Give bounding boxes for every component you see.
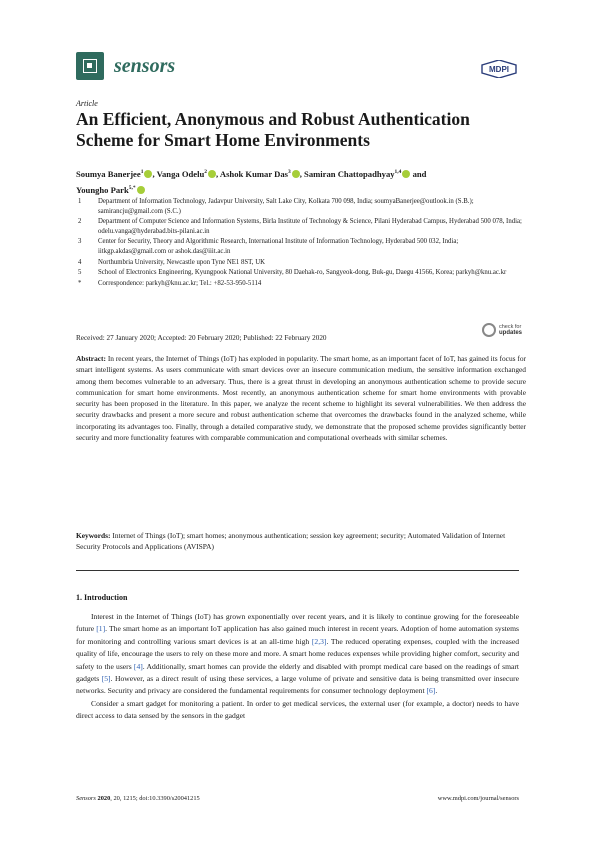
author-name[interactable]: Vanga Odelu — [156, 168, 205, 179]
section-heading: 1. Introduction — [76, 593, 128, 602]
footer-url[interactable]: www.mdpi.com/journal/sensors — [437, 795, 519, 802]
abstract-label: Abstract: — [76, 354, 106, 363]
svg-text:MDPI: MDPI — [489, 65, 509, 74]
journal-name: sensors — [114, 55, 176, 77]
affiliation-item: 1 Department of Information Technology, Jadavpur University, Salt Lake City, Kolkata 700 098, India; soumyaBanerjee@outlook.in (S.B.); samirancju@gmail.com (S.C.) — [78, 198, 474, 215]
keywords — [76, 530, 526, 553]
citation-link[interactable]: [4] — [133, 661, 143, 671]
orcid-icon[interactable] — [402, 170, 410, 178]
publication-dates: Received: 27 January 2020; Accepted: 20 February 2020; Published: 22 February 2020 — [76, 334, 327, 342]
check-updates-icon — [482, 323, 496, 337]
author-list: Soumya Banerjee$^1$ , Vanga Odelu$^2$ , Ashok Kumar Das$^3$ , Samiran Chattopadhyay$^{1,4}$ and Youngho Park$^{5,*}$ — [76, 168, 427, 195]
sensors-logo-icon — [76, 52, 104, 80]
author-name[interactable]: Youngho Park — [76, 184, 129, 195]
check-for-updates-button[interactable]: check for updates — [482, 322, 522, 342]
orcid-icon[interactable] — [292, 170, 300, 178]
affiliations — [78, 197, 528, 289]
correspondence: * Correspondence: parkyh@knu.ac.kr; Tel.: +82-53-950-5114 — [78, 279, 262, 287]
affiliation-item: 2 Department of Computer Science and Information Systems, Birla Institute of Technology & Science, Pilani Hyderabad Campus, Hyderabad 500 078, India; odelu.vanga@hyderabad.bits-pilani.ac.in — [78, 218, 522, 235]
author-name[interactable]: Soumya Banerjee — [76, 168, 141, 179]
abstract-text: In recent years, the Internet of Things (IoT) has exploded in popularity. The smart home, as an important facet of IoT, has gained its focus for smart intelligent systems. As users communicate with smart devices over an insecure communication medium, the sensitive information exchanged among them becomes vulnerable to an adversary. Thus, there is a great thrust in developing an anonymous authentication scheme to provide secure communication for smart home environments. Most recently, an anonymous authentication scheme for smart home environments with provable security has been proposed in the literature. In this paper, we analyze the recent scheme to highlight its several vulnerabilities. We then address the security drawbacks and present a more secure and robust authentication scheme that overcomes the drawbacks found in the analyzed scheme, while incorporating its advantages too. Finally, through a detailed comparative study, we demonstrate that the proposed scheme provides significantly better security and more functionality features with comparable communication and computational overheads with similar schemes. — [76, 354, 526, 443]
citation-link[interactable]: [6] — [426, 686, 436, 696]
citation-link[interactable]: [1] — [96, 624, 106, 634]
author-name[interactable]: Ashok Kumar Das — [219, 168, 288, 179]
mdpi-logo-icon — [480, 60, 518, 78]
affiliation-item: 3 Center for Security, Theory and Algorithmic Research, International Institute of Information Technology, Hyderabad 500 032, India; iitkgp.akdas@gmail.com or ashok.das@iiit.ac.in — [78, 238, 459, 255]
paragraph: Consider a smart gadget for monitoring a patient. In order to get medical services, the external user (for example, a doctor) needs to have direct access to data sensed by the sensors in the gadget — [76, 698, 519, 721]
orcid-icon[interactable] — [144, 170, 152, 178]
affiliation-item: 4 Northumbria University, Newcastle upon Tyne NE1 8ST, UK — [78, 258, 266, 266]
introduction-body — [76, 611, 519, 723]
footer-citation: Sensors 2020, 20, 1215; doi:10.3390/s20041215 — [76, 795, 200, 802]
citation-link[interactable]: [5] — [101, 674, 111, 684]
author-name[interactable]: Samiran Chattopadhyay — [304, 168, 395, 179]
paragraph: Interest in the Internet of Things (IoT) has grown exponentially over recent years, and it is likely to continue growing for the foreseeable future [1]. The smart home as an important IoT application has also gained much interest in recent years. Adoption of home automation systems for monitoring and controlling various smart devices is at an all-time high [2,3]. The reduced operating expenses, coupled with the increased quality of life, encourage the users to rely on these more and more. A smart home reduces expenses while providing higher comfort, security and safety to the users [4]. Additionally, smart homes can provide the elderly and disabled with prompt medical care based on the readings of smart gadgets [5]. However, as a direct result of using these services, a large volume of private and sensitive data is being transmitted over insecure networks. Security and privacy are considered the fundamental requirements for consumer technology deployment [6]. — [76, 612, 520, 696]
abstract — [76, 353, 526, 443]
paper-title: An Efficient, Anonymous and Robust Authentication Scheme for Smart Home Environments — [76, 109, 470, 150]
article-type: Article — [76, 99, 98, 108]
citation-link[interactable]: [2,3] — [311, 636, 327, 646]
section-divider — [76, 570, 519, 571]
keywords-text: Internet of Things (IoT); smart homes; anonymous authentication; session key agreement; security; Automated Validation of Internet Security Protocols and Applications (AVISPA) — [76, 531, 506, 552]
orcid-icon[interactable] — [137, 186, 145, 194]
affiliation-item: 5 School of Electronics Engineering, Kyungpook National University, 80 Daehak-ro, Sangyeok-dong, Buk-gu, Daegu 41566, Korea; parkyh@knu.ac.kr — [78, 269, 507, 277]
keywords-label: Keywords: — [76, 531, 111, 540]
orcid-icon[interactable] — [208, 170, 216, 178]
